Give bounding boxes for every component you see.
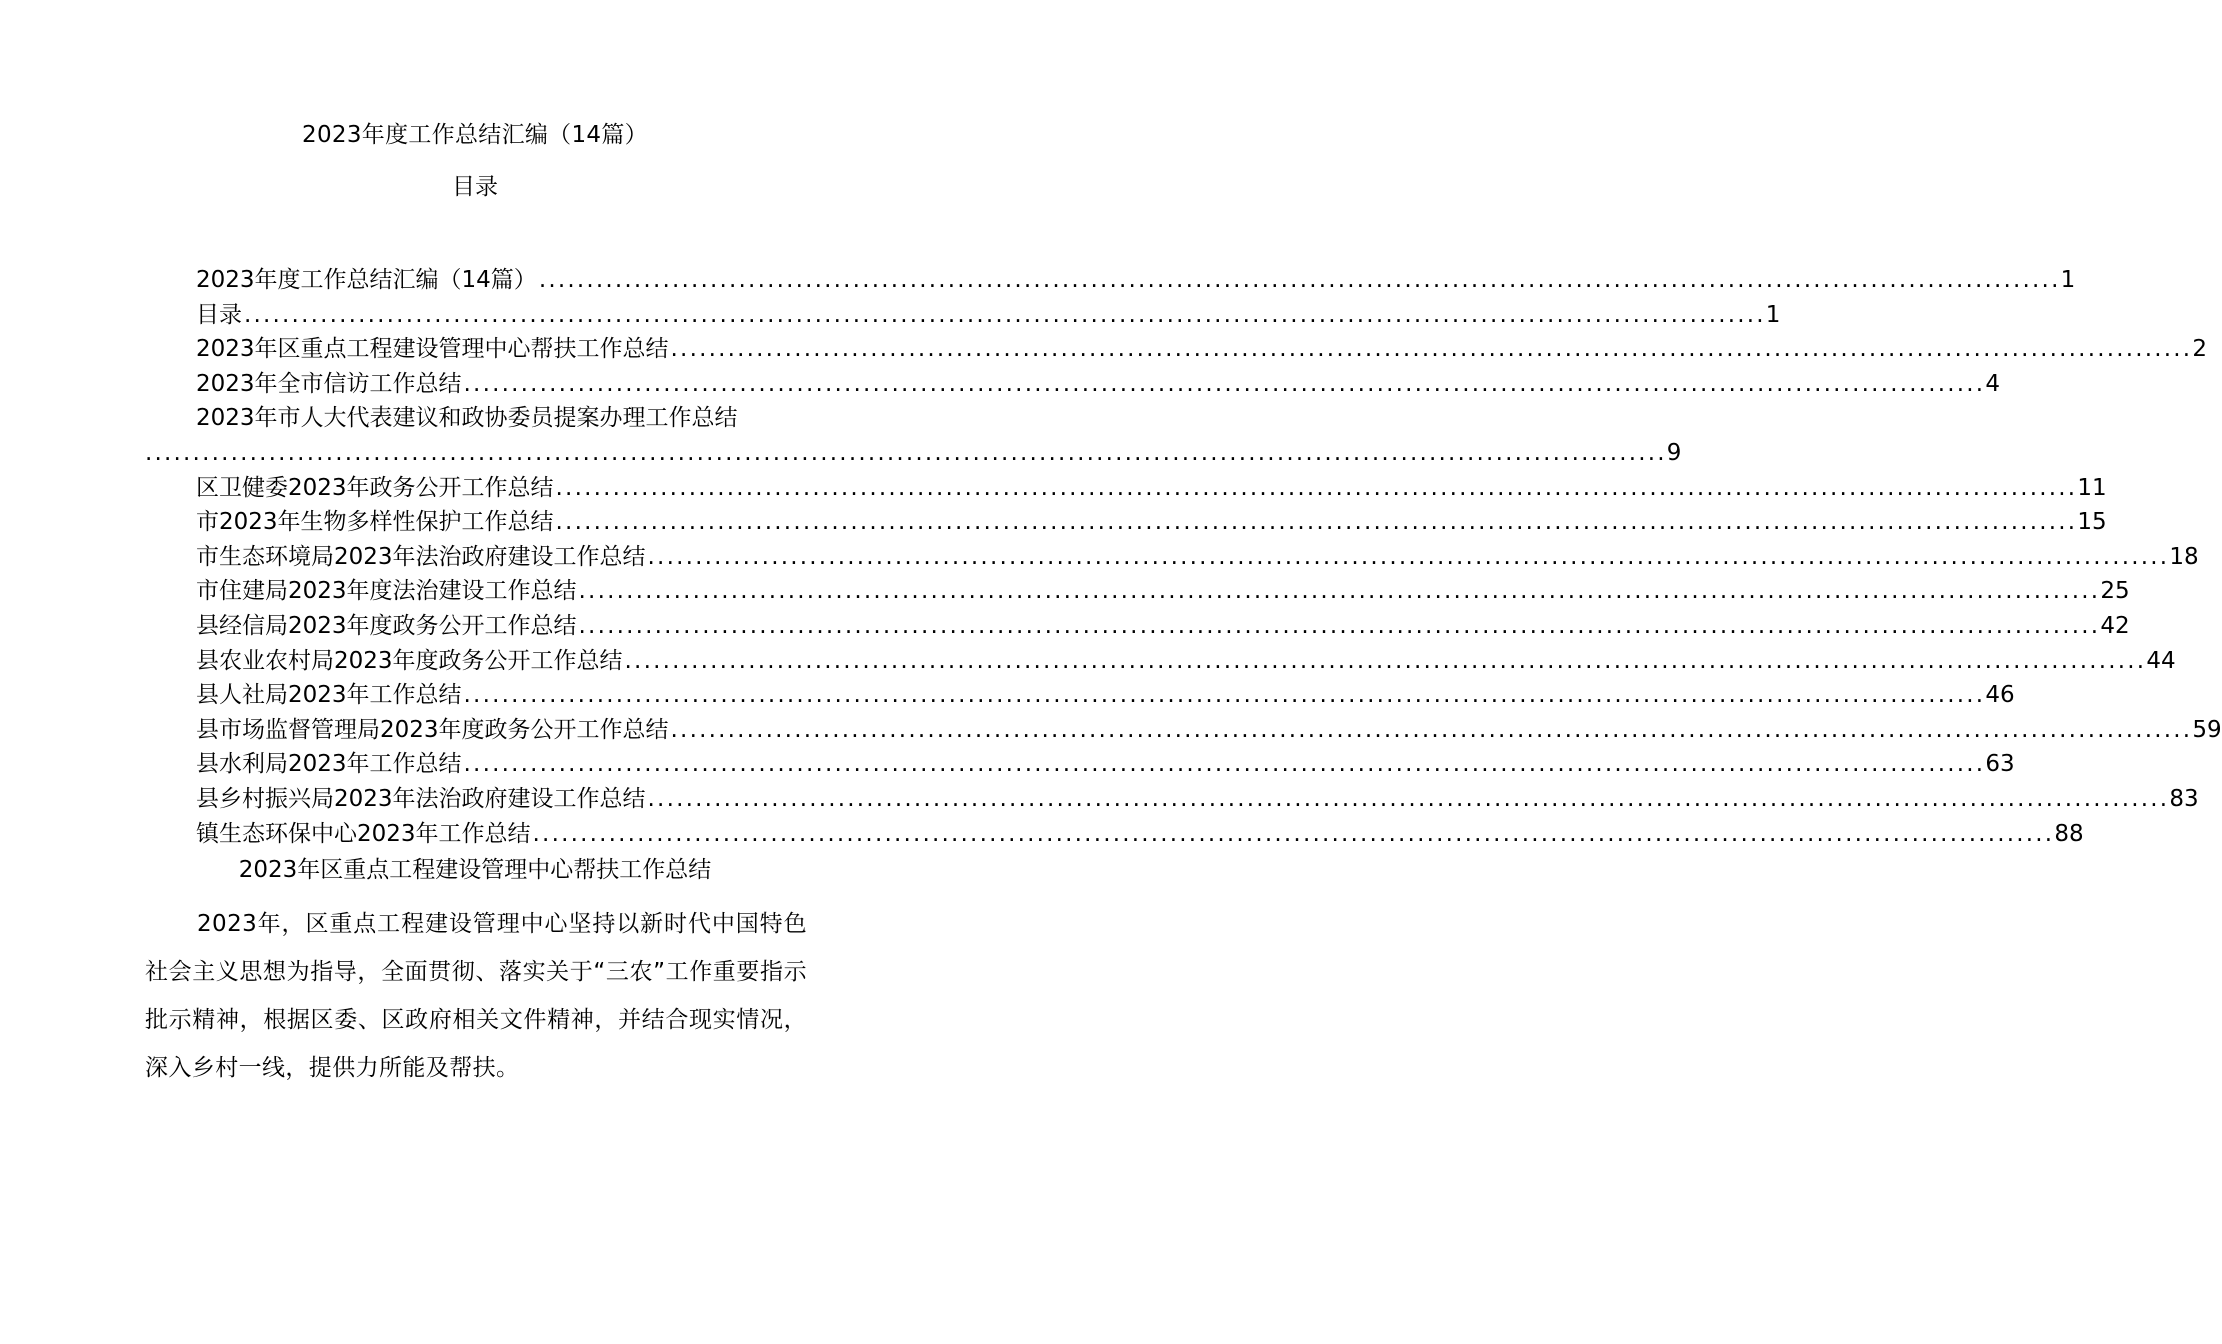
toc-heading: 目录 xyxy=(452,174,498,200)
toc-entry-title: 县市场监督管理局2023年度政务公开工作总结 xyxy=(196,716,669,743)
body-paragraph: 2023年，区重点工程建设管理中心坚持以新时代中国特色社会主义思想为指导，全面贯彻、落实关于“三农”工作重要指示批示精神，根据区委、区政府相关文件精神，并结合现实情况，深入乡村一线，提供力所能及帮扶。 xyxy=(145,911,807,1081)
toc-leader-dots: ................................................................................................................................................................ xyxy=(670,716,2193,743)
toc-leader-dots: ................................................................................................................................................................ xyxy=(578,613,2101,639)
toc-leader-dots: ................................................................................................................................................................ xyxy=(578,578,2101,605)
toc-page-number: 44 xyxy=(2146,647,2176,674)
toc-entry[interactable] xyxy=(196,782,2199,817)
toc-page-number: 15 xyxy=(2077,509,2107,536)
toc-entry[interactable] xyxy=(196,574,2130,609)
toc-page-number: 9 xyxy=(1666,440,1682,466)
toc-leader-dots: ................................................................................................................................................................ xyxy=(670,336,2193,363)
toc-entry[interactable] xyxy=(196,332,2207,367)
toc-leader-dots: ................................................................................................................................................................ xyxy=(463,682,1986,709)
toc-page-number: 83 xyxy=(2169,786,2199,812)
toc-page-number: 88 xyxy=(2054,820,2084,847)
toc-page-number: 25 xyxy=(2100,578,2130,605)
toc-entry[interactable] xyxy=(196,298,1781,333)
toc-leader-dots: ................................................................................................................................................................ xyxy=(538,267,2061,293)
toc-entry-continuation[interactable] xyxy=(145,436,1682,471)
toc-page-number: 46 xyxy=(1985,682,2015,709)
section-title: 2023年区重点工程建设管理中心帮扶工作总结 xyxy=(238,857,712,883)
toc-leader-dots: ................................................................................................................................................................ xyxy=(624,647,2147,674)
toc-entry[interactable] xyxy=(196,540,2199,575)
toc-entry-title: 县水利局2023年工作总结 xyxy=(196,751,462,778)
toc-page-number: 42 xyxy=(2100,613,2130,639)
toc-page-number: 18 xyxy=(2169,543,2199,570)
toc-entry[interactable] xyxy=(196,817,2084,852)
toc-leader-dots: ................................................................................................................................................................ xyxy=(145,440,1667,466)
toc-page-number: 2 xyxy=(2192,336,2207,363)
toc-entry[interactable] xyxy=(196,713,2222,748)
toc-entry[interactable] xyxy=(196,471,2107,506)
toc-page-number: 59 xyxy=(2192,716,2222,743)
toc-entry-title: 2023年全市信访工作总结 xyxy=(196,370,462,397)
toc-entry-title: 市生态环境局2023年法治政府建设工作总结 xyxy=(196,543,646,570)
toc-entry[interactable] xyxy=(196,609,2130,644)
toc-leader-dots: ................................................................................................................................................................ xyxy=(555,474,2078,501)
toc-entry-title: 镇生态环保中心2023年工作总结 xyxy=(196,820,531,847)
toc-entry-title: 市住建局2023年度法治建设工作总结 xyxy=(196,578,577,605)
toc-entry-title: 2023年市人大代表建议和政协委员提案办理工作总结 xyxy=(196,405,738,432)
toc-page-number: 11 xyxy=(2077,474,2107,501)
toc-leader-dots: ................................................................................................................................................................ xyxy=(532,820,2055,847)
toc-entry[interactable] xyxy=(196,747,2015,782)
toc-entry[interactable] xyxy=(196,401,805,436)
toc-entry[interactable] xyxy=(196,678,2015,713)
toc-entry-title: 县人社局2023年工作总结 xyxy=(196,682,462,709)
toc-entry-title: 2023年区重点工程建设管理中心帮扶工作总结 xyxy=(196,336,669,363)
toc-entry[interactable] xyxy=(196,644,2176,679)
toc-leader-dots: ................................................................................................................................................................ xyxy=(463,751,1986,778)
toc-leader-dots: ................................................................................................................................................................ xyxy=(555,509,2078,536)
toc-entry-title: 县乡村振兴局2023年法治政府建设工作总结 xyxy=(196,786,646,812)
toc-page-number: 1 xyxy=(2060,267,2076,293)
toc-page-number: 1 xyxy=(1765,301,1781,328)
toc-entry[interactable] xyxy=(196,263,2076,298)
toc-leader-dots: ................................................................................................................................................................ xyxy=(244,301,1766,328)
toc-entry-title: 县农业农村局2023年度政务公开工作总结 xyxy=(196,647,623,674)
toc-entry-title: 目录 xyxy=(196,301,242,328)
toc-leader-dots: ................................................................................................................................................................ xyxy=(647,543,2170,570)
toc-page-number: 4 xyxy=(1985,370,2000,397)
toc-entry[interactable] xyxy=(196,505,2107,540)
toc-leader-dots: ................................................................................................................................................................ xyxy=(463,370,1986,397)
toc-entry-title: 县经信局2023年度政务公开工作总结 xyxy=(196,613,577,639)
toc-entry-title: 区卫健委2023年政务公开工作总结 xyxy=(196,474,554,501)
toc-entry[interactable] xyxy=(196,367,2000,402)
toc-entry-title: 2023年度工作总结汇编（14篇） xyxy=(196,267,537,293)
toc-page-number: 63 xyxy=(1985,751,2015,778)
toc-leader-dots: ................................................................................................................................................................ xyxy=(647,786,2170,812)
toc-entry-title: 市2023年生物多样性保护工作总结 xyxy=(196,509,554,536)
document-title: 2023年度工作总结汇编（14篇） xyxy=(302,122,648,148)
